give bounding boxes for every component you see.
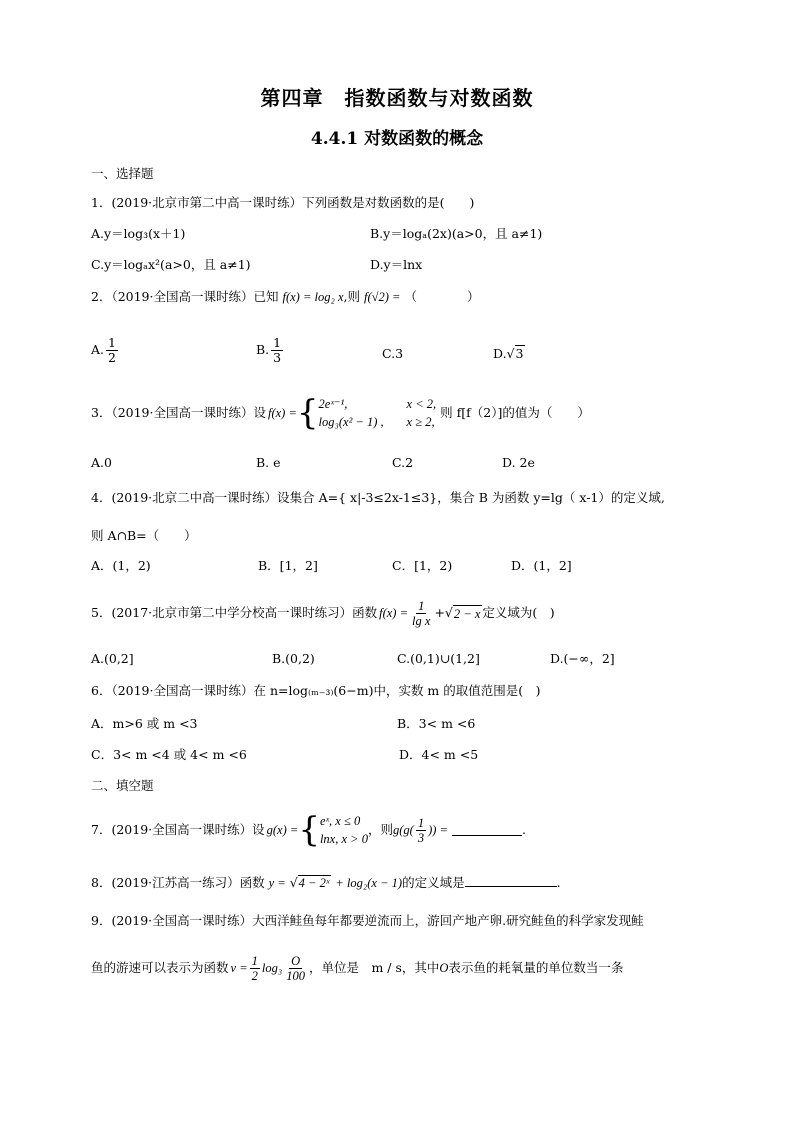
question-3-option-b: B. e — [256, 455, 281, 470]
question-7-brace-icon: { — [298, 810, 320, 850]
question-1-option-c: C.y＝logₐx²(a>0，且 a≠1) — [91, 257, 251, 272]
question-3-option-a: A.0 — [91, 455, 112, 470]
question-3-function: f(x) = — [268, 406, 297, 420]
question-5-function: f(x) = — [379, 606, 409, 620]
question-9-line-1: 9．(2019·全国高一课时练）大西洋鲑鱼每年都要逆流而上，游回产地产卵.研究鲑鱼的科学家发现鲑 — [91, 913, 644, 928]
question-5-option-d: D.(−∞，2] — [550, 651, 615, 666]
question-3-prefix: 3．（2019·全国高一课时练）设 — [91, 405, 266, 420]
question-7-prefix: 7．(2019·全国高一课时练）设 — [91, 822, 265, 837]
question-2-option-c: C.3 — [382, 346, 404, 361]
question-7-answer-blank[interactable] — [452, 824, 522, 836]
question-1-option-a: A.y＝log₃(x＋1) — [91, 226, 186, 241]
question-4-option-c: C．[1，2) — [392, 558, 453, 573]
question-2-function: f(x) = log₂ x — [282, 290, 344, 304]
question-5-option-c: C.(0,1)∪(1,2] — [397, 651, 480, 666]
question-6-stem: 6．（2019·全国高一课时练）在 n=log₍ₘ₋₃₎(6−m)中，实数 m 的取值范围是( ) — [91, 683, 541, 698]
question-3-option-c: C.2 — [392, 455, 414, 470]
question-6-option-a: A．m>6 或 m <3 — [91, 716, 198, 731]
question-2-stem — [91, 289, 479, 305]
question-9-line-2: 鱼的游速可以表示为函数 v = $\frac{1}{2}$ log₃ $\frac{O}{100}$ ，单位是 m / s，其中 O 表示鱼的耗氧量的单位数当一条 — [91, 953, 624, 983]
question-2-query: f(√2) = — [363, 290, 401, 304]
question-6-option-d: D．4< m <5 — [399, 747, 479, 762]
question-2-mid: ,则 — [343, 289, 360, 304]
question-5-prefix: 5．(2017·北京市第二中学分校高一课时练习）函数 — [91, 605, 378, 620]
question-7-stem: 7．(2019·全国高一课时练）设 g(x) = { eˣ, x ≤ 0 lnx, x > 0 ，则 g(g( $\frac{1}{3}$ )) = . — [91, 810, 526, 850]
section-heading-fill: 二、填空题 — [91, 778, 154, 793]
question-2-option-a: A. $\frac{1}{2}$ — [91, 335, 116, 365]
question-5-option-a: A.(0,2] — [91, 651, 134, 666]
question-5-stem: 5．(2017·北京市第二中学分校高一课时练习）函数 f(x) = $\frac{1}{\text{lg x}}$ + √ 2 − x 定义域为( ) — [91, 598, 555, 628]
question-8-stem: 8．(2019·江苏高一练习）函数 y = √4 − 2ˣ + log₂(x − 1)的定义域是 . — [91, 875, 561, 890]
question-1-stem: 1．(2019·北京市第二中高一课时练）下列函数是对数函数的是( ) — [91, 195, 475, 210]
question-3-piecewise: 2eˣ⁻¹, x < 2, log₃(x² − 1) , x ≥ 2, — [318, 397, 437, 429]
question-6-option-c: C．3< m <4 或 4< m <6 — [91, 747, 247, 762]
question-5-option-b: B.(0,2) — [272, 651, 315, 666]
question-4-option-d: D．(1，2] — [511, 558, 572, 573]
chapter-title: 第四章 指数函数与对数函数 — [260, 86, 534, 110]
question-1-option-b: B.y＝logₐ(2x)(a>0，且 a≠1) — [370, 226, 543, 241]
question-8-answer-blank[interactable] — [465, 875, 557, 887]
question-3-brace-icon: { — [296, 393, 319, 433]
question-4-option-b: B．[1，2] — [258, 558, 318, 573]
question-6-option-b: B．3< m <6 — [397, 716, 476, 731]
question-4-line-2: 则 A∩B=（ ） — [91, 528, 197, 543]
question-4-option-a: A．(1，2) — [91, 558, 151, 573]
question-4-line-1: 4．(2019·北京二中高一课时练）设集合 A={ x|-3≤2x-1≤3}，集合 B 为函数 y=lg（ x-1）的定义域, — [91, 490, 665, 505]
question-5-suffix: 定义域为( ) — [482, 605, 555, 620]
question-2-prefix: 2．（2019·全国高一课时练）已知 — [91, 289, 279, 304]
question-2-option-d: D.√3 — [493, 346, 524, 361]
section-title: 4.4.1 对数函数的概念 — [310, 129, 484, 149]
question-2-suffix: （ ） — [404, 289, 480, 304]
question-1-option-d: D.y＝lnx — [370, 257, 423, 272]
section-heading-choice: 一、选择题 — [91, 166, 154, 181]
question-3-option-d: D. 2e — [502, 455, 535, 470]
question-3-stem — [91, 388, 590, 438]
question-2-option-b: B. $\frac{1}{3}$ — [256, 335, 282, 365]
question-3-suffix: 则 f[f（2）]的值为（ ） — [440, 405, 590, 420]
